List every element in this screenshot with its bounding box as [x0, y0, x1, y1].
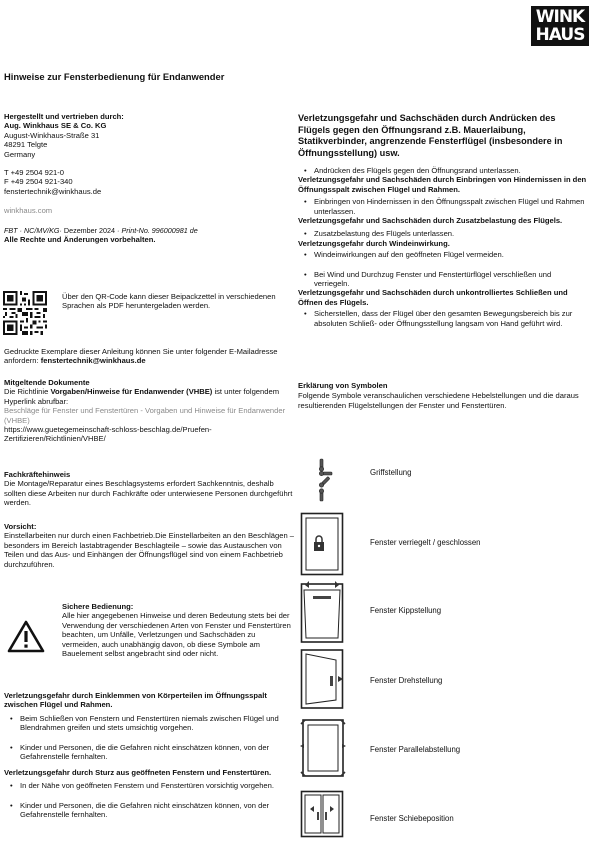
fall-heading: Verletzungsgefahr durch Sturz aus geöffneten Fenstern und Fenstertüren.	[4, 768, 272, 777]
wind-heading: Verletzungsgefahr durch Windeinwirkung.	[298, 238, 450, 248]
caution-block	[4, 522, 294, 569]
wind-list	[298, 250, 588, 288]
window-slide-icon	[300, 790, 344, 838]
expert-block	[4, 470, 294, 508]
doc-code-b: · Print-No. 996000981 de	[115, 225, 198, 235]
list-item: • In der Nähe von geöffneten Fenstern und Fenstertüren vorsichtig vorgehen.	[4, 781, 294, 790]
symbol-label-slide: Fenster Schiebeposition	[370, 814, 454, 823]
printed-copies-text	[4, 347, 294, 366]
safe-heading: Sichere Bedienung:	[62, 602, 134, 611]
printed-copies-a: Gedruckte Exemplare dieser Anleitung können Sie unter folgender E-Mailadresse anfordern:	[4, 347, 278, 366]
winkhaus-logo	[531, 6, 589, 46]
logo-line-1: WINK	[535, 7, 585, 27]
symbol-label-tilt: Fenster Kippstellung	[370, 606, 442, 615]
city: 48291 Telgte	[4, 140, 48, 150]
qr-description: Über den QR-Code kann dieser Beipackzettel in verschiedenen Sprachen als PDF heruntergeladen werden.	[62, 292, 276, 311]
page-title: Hinweise zur Fensterbedienung für Endanwender	[4, 71, 225, 82]
window-parallel-icon	[300, 716, 346, 780]
fax: F +49 2504 921-340	[4, 177, 73, 187]
press-heading: Verletzungsgefahr und Sachschäden durch Andrücken des Flügels gegen den Öffnungsrand z.B. Mauerlaibung, Statikverbinder, angrenzende Fensterflügel (insbesondere in Öffnungsstellung) usw.	[298, 113, 563, 158]
pinch-list	[4, 714, 294, 762]
symbols-heading: Erklärung von Symbolen	[298, 381, 388, 390]
list-item: • Windeinwirkungen auf den geöffneten Flügel vermeiden.	[298, 250, 588, 259]
pinch-block	[4, 691, 294, 761]
list-item: • Sicherstellen, dass der Flügel über den gesamten Bewegungsbereich bis zur absoluten Schließ- oder Öffnungsstellung langsam von Hand geführt wird.	[298, 309, 588, 328]
doc-code	[4, 226, 294, 235]
phone: T +49 2504 921-0	[4, 168, 65, 178]
uncontrolled-list	[298, 309, 588, 328]
window-tilt-icon	[300, 580, 344, 644]
country: Germany	[4, 149, 36, 159]
symbol-label-parallel: Fenster Parallelabstellung	[370, 745, 461, 754]
list-item: • Kinder und Personen, die die Gefahren nicht einschätzen können, von der Gefahrenstelle fernhalten.	[4, 743, 294, 762]
documents-text	[4, 387, 294, 406]
symbols-text: Folgende Symbole veranschaulichen verschiedene Hebelstellungen und die daraus resultierenden Flügelstellungen der Fenster und Fenstertüren.	[298, 391, 579, 410]
list-item: • Beim Schließen von Fenstern und Fenstertüren niemals zwischen Flügel und Blendrahmen greifen und stets umsichtig vorgehen.	[4, 714, 294, 733]
uncontrolled-heading: Verletzungsgefahr und Sachschäden durch unkontrolliertes Schließen und Öffnen des Flügels.	[298, 288, 568, 307]
printed-copies-email[interactable]: fenstertechnik@winkhaus.de	[40, 356, 146, 366]
documents-text-a: Die Richtlinie	[4, 387, 51, 397]
street: August-Winkhaus-Straße 31	[4, 130, 100, 140]
doc-code-a: FBT · NC/MV/KG·	[4, 225, 64, 235]
window-locked-icon	[300, 512, 344, 576]
list-item: • Einbringen von Hindernissen in den Öffnungsspalt zwischen Flügel und Rahmen unterlassen.	[298, 197, 588, 216]
right-warnings	[298, 166, 588, 328]
symbol-label-handle: Griffstellung	[370, 468, 412, 477]
window-turn-icon	[300, 646, 344, 712]
rights-notice: Alle Rechte und Änderungen vorbehalten.	[4, 235, 156, 245]
press-list	[298, 166, 588, 175]
obstacle-list	[298, 197, 588, 216]
qr-code-icon[interactable]	[3, 291, 47, 335]
manufacturer-block	[4, 112, 294, 244]
email[interactable]: fenstertechnik@winkhaus.de	[4, 186, 102, 196]
safe-text: Alle hier angegebenen Hinweise und deren Bedeutung stets bei der Verwendung der verschiedenen Arten von Fenster und Fenstertüren beachten, um Unfälle, Verletzungen und Sachschäden zu vermeiden, auch unabhängig davon, ob diese Symbole am Bauelement selbst angebracht sind oder nicht.	[62, 611, 291, 659]
load-heading: Verletzungsgefahr und Sachschäden durch Zusatzbelastung des Flügels.	[298, 216, 563, 226]
expert-text: Die Montage/Reparatur eines Beschlagsystems erfordert Sachkenntnis, deshalb sollten diese Arbeiten nur durch Fachkräfte oder unterwiesene Personen durchgeführt werden.	[4, 479, 293, 508]
obstacle-heading: Verletzungsgefahr und Sachschäden durch Einbringen von Hindernissen in den Öffnungsspalt zwischen Flügel und Rahmen.	[298, 175, 587, 194]
load-list	[298, 229, 588, 238]
company-name: Aug. Winkhaus SE & Co. KG	[4, 121, 107, 131]
caution-heading: Vorsicht:	[4, 522, 37, 531]
documents-text-b: ist unter folgendem Hyperlink abrufbar:	[4, 387, 280, 406]
doc-code-date: Dezember 2024	[63, 225, 116, 235]
symbol-label-locked: Fenster verriegelt / geschlossen	[370, 538, 481, 547]
logo-line-2: HAUS	[535, 25, 585, 45]
safe-operation-block	[62, 602, 294, 658]
symbols-block	[298, 381, 588, 410]
list-item: • Bei Wind und Durchzug Fenster und Fenstertürflügel verschließen und verriegeln.	[298, 270, 588, 289]
list-item: • Kinder und Personen, die die Gefahren nicht einschätzen können, von der Gefahrenstelle fernhalten.	[4, 801, 294, 820]
warning-icon	[7, 620, 45, 653]
documents-title: Beschläge für Fenster und Fenstertüren - Vorgaben und Hinweise für Endanwender (VHBE)	[4, 406, 286, 425]
list-item: • Zusatzbelastung des Flügels unterlassen.	[298, 229, 588, 238]
caution-text: Einstellarbeiten nur durch einen Fachbetrieb.Die Einstellarbeiten an den Beschlägen – besonders im Bereich lastabtragender Beschlagteile – sowie das Austauschen von Teilen und das Aus- und Einhängen der Öffnungsflügel sind von einem Fachbetrieb durchzuführen.	[4, 531, 295, 569]
list-item: • Andrücken des Flügels gegen den Öffnungsrand unterlassen.	[298, 166, 588, 175]
website[interactable]: winkhaus.com	[4, 206, 53, 216]
handle-positions-icon	[310, 458, 336, 504]
documents-block	[4, 378, 294, 444]
documents-text-bold: Vorgaben/Hinweise für Endanwender (VHBE)	[50, 387, 213, 397]
pinch-heading: Verletzungsgefahr durch Einklemmen von Körperteilen im Öffnungsspalt zwischen Flügel und Rahmen.	[4, 691, 267, 710]
documents-url[interactable]: https://www.guetegemeinschaft-schloss-beschlag.de/Pruefen-Zertifizieren/Richtlinien/VHBE/	[4, 425, 212, 444]
expert-heading: Fachkräftehinweis	[4, 470, 71, 479]
symbol-label-turn: Fenster Drehstellung	[370, 676, 443, 685]
manufacturer-heading: Hergestellt und vertrieben durch:	[4, 112, 124, 121]
fall-list	[4, 781, 294, 819]
documents-heading: Mitgeltende Dokumente	[4, 378, 90, 387]
fall-block	[4, 768, 294, 820]
